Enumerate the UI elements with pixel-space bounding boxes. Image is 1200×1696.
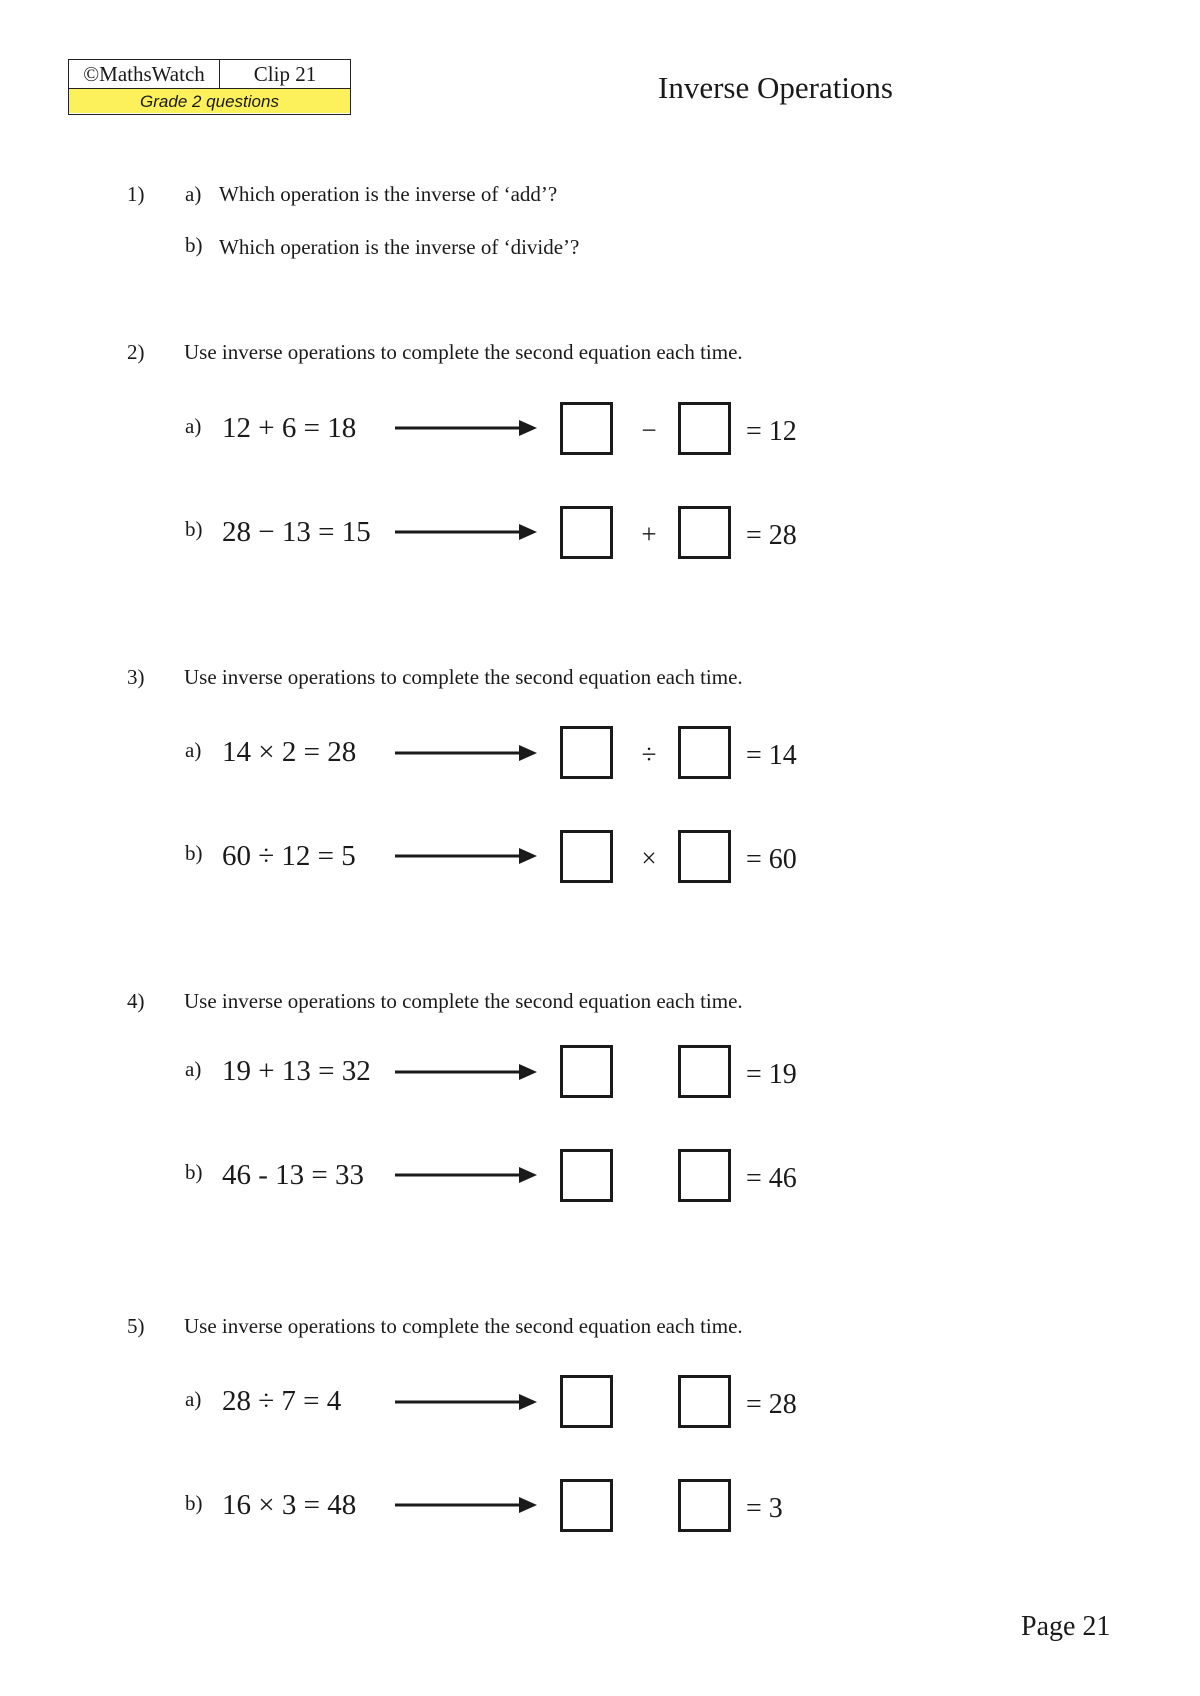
q2a-operator: −	[641, 415, 657, 445]
q4a-equation: 19 + 13 = 32	[222, 1055, 371, 1087]
q4a-result: = 19	[746, 1059, 797, 1090]
q5-number: 5)	[127, 1314, 145, 1338]
q3b-equation: 60 ÷ 12 = 5	[222, 840, 356, 872]
q5a-arrow-icon	[395, 1392, 537, 1412]
q3a-answer-box-2[interactable]	[678, 726, 731, 779]
q4b-answer-box-2[interactable]	[678, 1149, 731, 1202]
q1b-label: b)	[185, 233, 203, 257]
q3b-label: b)	[185, 841, 203, 865]
clip-header-box	[68, 59, 351, 115]
q4b-result: = 46	[746, 1163, 797, 1194]
q1-number: 1)	[127, 182, 145, 206]
q5a-equation: 28 ÷ 7 = 4	[222, 1385, 342, 1417]
q1a-label: a)	[185, 182, 202, 206]
q4b-equation: 46 - 13 = 33	[222, 1159, 365, 1191]
q1b-text: Which operation is the inverse of ‘divide’?	[219, 235, 580, 259]
q3a-operator: ÷	[641, 739, 657, 769]
q2a-label: a)	[185, 414, 202, 438]
q4a-label: a)	[185, 1057, 202, 1081]
q3b-result: = 60	[746, 844, 797, 875]
q4b-label: b)	[185, 1160, 203, 1184]
q3b-answer-box-1[interactable]	[560, 830, 613, 883]
q2b-arrow-icon	[395, 522, 537, 542]
q5b-label: b)	[185, 1491, 203, 1515]
q4a-answer-box-2[interactable]	[678, 1045, 731, 1098]
q3b-operator: ×	[641, 843, 657, 873]
q2a-answer-box-1[interactable]	[560, 402, 613, 455]
brand-label: ©MathsWatch	[69, 60, 220, 88]
q5b-arrow-icon	[395, 1495, 537, 1515]
q5a-answer-box-2[interactable]	[678, 1375, 731, 1428]
q2b-result: = 28	[746, 520, 797, 551]
q4a-arrow-icon	[395, 1062, 537, 1082]
q5-text: Use inverse operations to complete the second equation each time.	[184, 1314, 743, 1338]
clip-label: Clip 21	[253, 61, 317, 86]
q3a-answer-box-1[interactable]	[560, 726, 613, 779]
q2b-answer-box-1[interactable]	[560, 506, 613, 559]
q2b-label: b)	[185, 517, 203, 541]
q5b-answer-box-1[interactable]	[560, 1479, 613, 1532]
q4-text: Use inverse operations to complete the second equation each time.	[184, 989, 743, 1013]
q2-number: 2)	[127, 340, 145, 364]
q2b-answer-box-2[interactable]	[678, 506, 731, 559]
grade-label: Grade 2 questions	[69, 89, 350, 113]
q3a-equation: 14 × 2 = 28	[222, 736, 357, 768]
q1a-text: Which operation is the inverse of ‘add’?	[219, 182, 558, 206]
q3a-label: a)	[185, 738, 202, 762]
q3b-answer-box-2[interactable]	[678, 830, 731, 883]
q3-text: Use inverse operations to complete the second equation each time.	[184, 665, 743, 689]
q2b-equation: 28 − 13 = 15	[222, 516, 371, 548]
q4-number: 4)	[127, 989, 145, 1013]
q4b-answer-box-1[interactable]	[560, 1149, 613, 1202]
q5b-equation: 16 × 3 = 48	[222, 1489, 357, 1521]
q2a-result: = 12	[746, 416, 797, 447]
q5a-result: = 28	[746, 1389, 797, 1420]
q3a-result: = 14	[746, 740, 797, 771]
q2-text: Use inverse operations to complete the second equation each time.	[184, 340, 743, 364]
q3-number: 3)	[127, 665, 145, 689]
q4b-arrow-icon	[395, 1165, 537, 1185]
q4a-answer-box-1[interactable]	[560, 1045, 613, 1098]
clip-header-top-row	[69, 60, 350, 89]
q5a-label: a)	[185, 1387, 202, 1411]
page-number: Page 21	[1021, 1611, 1111, 1642]
q2a-arrow-icon	[395, 418, 537, 438]
q5b-answer-box-2[interactable]	[678, 1479, 731, 1532]
q5b-result: = 3	[746, 1493, 783, 1524]
q2a-equation: 12 + 6 = 18	[222, 412, 357, 444]
q3a-arrow-icon	[395, 743, 537, 763]
page-title: Inverse Operations	[658, 70, 893, 105]
q3b-arrow-icon	[395, 846, 537, 866]
q5a-answer-box-1[interactable]	[560, 1375, 613, 1428]
q2b-operator: +	[641, 519, 657, 549]
q2a-answer-box-2[interactable]	[678, 402, 731, 455]
